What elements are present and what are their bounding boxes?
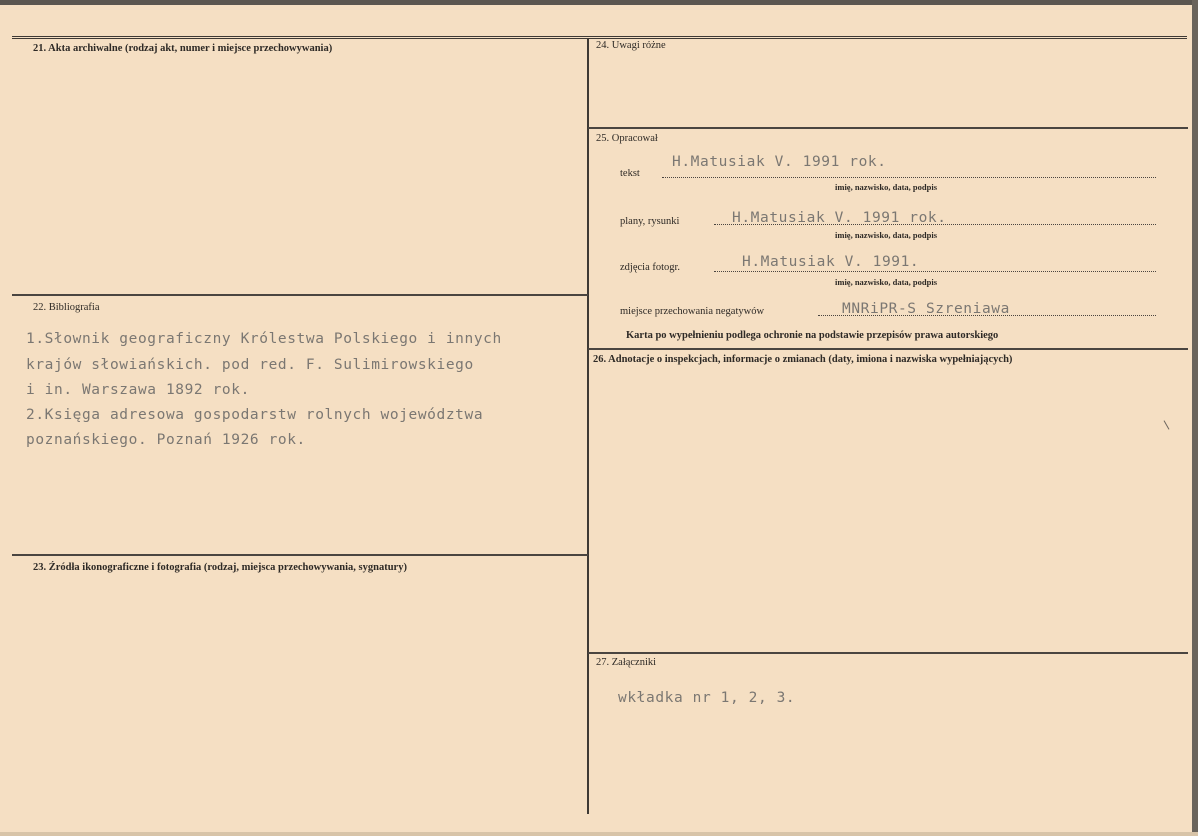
plany-hint: imię, nazwisko, data, podpis bbox=[835, 230, 938, 240]
tekst-value: H.Matusiak V. 1991 rok. bbox=[672, 154, 887, 170]
tekst-hint: imię, nazwisko, data, podpis bbox=[835, 182, 938, 192]
bibliography-line-2: krajów słowiańskich. pod red. F. Sulimirowskiego bbox=[26, 357, 474, 373]
rule-22-23 bbox=[12, 554, 588, 556]
tekst-line bbox=[662, 177, 1156, 178]
zdjecia-hint: imię, nazwisko, data, podpis bbox=[835, 277, 938, 287]
bibliography-line-3: i in. Warszawa 1892 rok. bbox=[26, 382, 250, 398]
plany-label: plany, rysunki bbox=[620, 216, 680, 227]
plany-value: H.Matusiak V. 1991 rok. bbox=[732, 210, 947, 226]
negatywy-label: miejsce przechowania negatywów bbox=[620, 306, 765, 317]
negatywy-value: MNRiPR-S Szreniawa bbox=[842, 301, 1010, 317]
section-25-label: 25. Opracował bbox=[596, 133, 658, 144]
card-top-edge bbox=[0, 0, 1198, 5]
zdjecia-line bbox=[714, 271, 1156, 272]
rule-25-26 bbox=[588, 348, 1188, 350]
bibliography-line-4: 2.Księga adresowa gospodarstw rolnych województwa bbox=[26, 407, 484, 423]
bibliography-line-5: poznańskiego. Poznań 1926 rok. bbox=[26, 432, 306, 448]
zdjecia-value: H.Matusiak V. 1991. bbox=[742, 254, 920, 270]
section-22-label: 22. Bibliografia bbox=[33, 302, 100, 313]
rule-24-25 bbox=[588, 127, 1188, 129]
rule-21-22 bbox=[12, 294, 588, 296]
section-23-label: 23. Źródła ikonograficzne i fotografia (rodzaj, miejsca przechowywania, sygnatury) bbox=[33, 562, 407, 573]
pencil-mark bbox=[1164, 420, 1170, 429]
copyright-note: Karta po wypełnieniu podlega ochronie na podstawie przepisów prawa autorskiego bbox=[626, 330, 999, 341]
attachments-value: wkładka nr 1, 2, 3. bbox=[618, 690, 796, 706]
card-bottom-edge bbox=[0, 832, 1198, 836]
card-right-edge bbox=[1192, 0, 1198, 836]
zdjecia-label: zdjęcia fotogr. bbox=[620, 262, 681, 273]
bibliography-line-1: 1.Słownik geograficzny Królestwa Polskiego i innych bbox=[26, 331, 502, 347]
section-24-label: 24. Uwagi różne bbox=[596, 40, 666, 51]
section-26-label: 26. Adnotacje o inspekcjach, informacje o zmianach (daty, imiona i nazwiska wypełniających) bbox=[593, 354, 1013, 365]
center-divider bbox=[587, 38, 589, 814]
section-21-label: 21. Akta archiwalne (rodzaj akt, numer i miejsce przechowywania) bbox=[33, 43, 333, 54]
rule-26-27 bbox=[588, 652, 1188, 654]
section-27-label: 27. Załączniki bbox=[596, 657, 657, 668]
tekst-label: tekst bbox=[620, 168, 640, 179]
